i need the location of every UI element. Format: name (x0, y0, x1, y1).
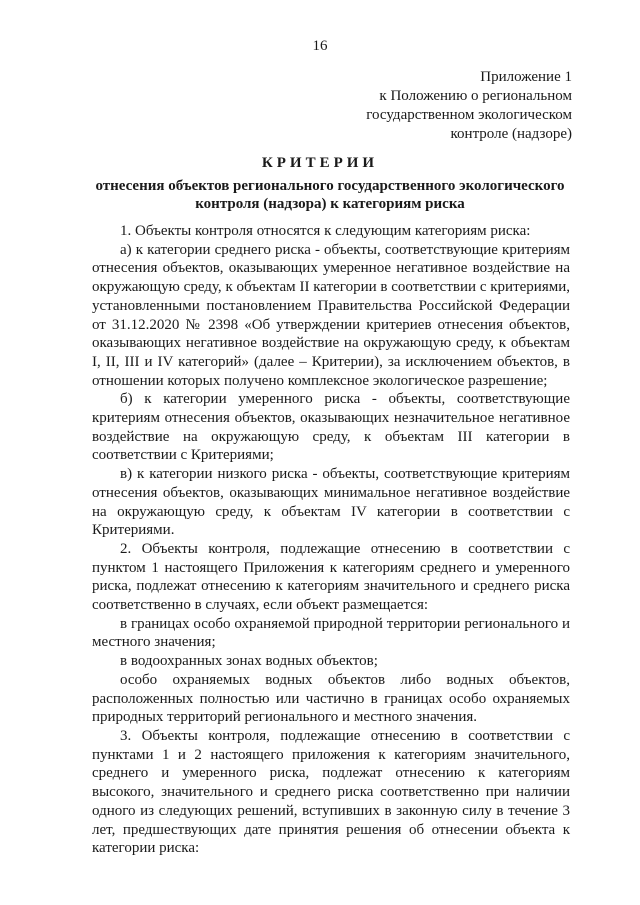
appendix-line: к Положению о региональном (379, 88, 572, 104)
paragraph: б) к категории умеренного риска - объекты, соответствующие критериям отнесения объектов, оказывающих незначительное негативное воздействие на окружающую среду, к объектам III категории в соответствии с Критериями; (92, 391, 570, 464)
paragraph: в границах особо охраняемой природной территории регионального и местного значения; (92, 615, 570, 651)
paragraph: 1. Объекты контроля относятся к следующим категориям риска: (120, 223, 531, 239)
paragraph: особо охраняемых водных объектов либо водных объектов, расположенных полностью или частично в границах особо охраняемых природных территорий регионального и местного значения. (92, 671, 570, 726)
appendix-line: государственном экологическом (366, 107, 572, 123)
page-number: 16 (312, 38, 328, 54)
paragraph: в) к категории низкого риска - объекты, соответствующие критериям отнесения объектов, оказывающих минимальное негативное воздействие на окружающую среду, к объектам IV категории в соответствии с Критериями. (92, 466, 570, 539)
document-body (92, 222, 570, 858)
paragraph: в водоохранных зонах водных объектов; (120, 653, 378, 670)
paragraph: а) к категории среднего риска - объекты, соответствующие критериям отнесения объектов, оказывающих умеренное негативное воздействие на окружающую среду, к объектам II категории в соответствии с критериями, установленными постановлением Правительства Российской Федерации от 31.12.2020 № 2398 «Об утверждении критериев отнесения объектов, оказывающих негативное воздействие на окружающую среду, к объектам I, II, III и IV категорий» (далее – Критерии), за исключением объектов, в отношении которых получено комплексное экологическое разрешение; (92, 241, 570, 389)
document-subtitle: отнесения объектов регионального государственного экологического контроля (надзора) к категориям риска (95, 178, 565, 212)
paragraph: 2. Объекты контроля, подлежащие отнесению в соответствии с пунктом 1 настоящего Приложения к категориям среднего и умеренного риска, подлежат отнесению к категориям значительного и среднего риска соответственно в случаях, если объект размещается: (92, 540, 570, 614)
appendix-line: Приложение 1 (480, 69, 572, 85)
appendix-line: контроле (надзоре) (450, 126, 572, 142)
paragraph: 3. Объекты контроля, подлежащие отнесению в соответствии с пунктами 1 и 2 настоящего приложения к категориям значительного, среднего и умеренного риска, подлежат отнесению к категориям высокого, значительного и среднего риска соответственно при наличии одного из следующих решений, вступивших в законную силу в течение 3 лет, предшествующих дате принятия решения об отнесении объекта к категории риска: (92, 727, 570, 857)
document-title: КРИТЕРИИ (261, 155, 379, 171)
appendix-header (272, 68, 572, 144)
